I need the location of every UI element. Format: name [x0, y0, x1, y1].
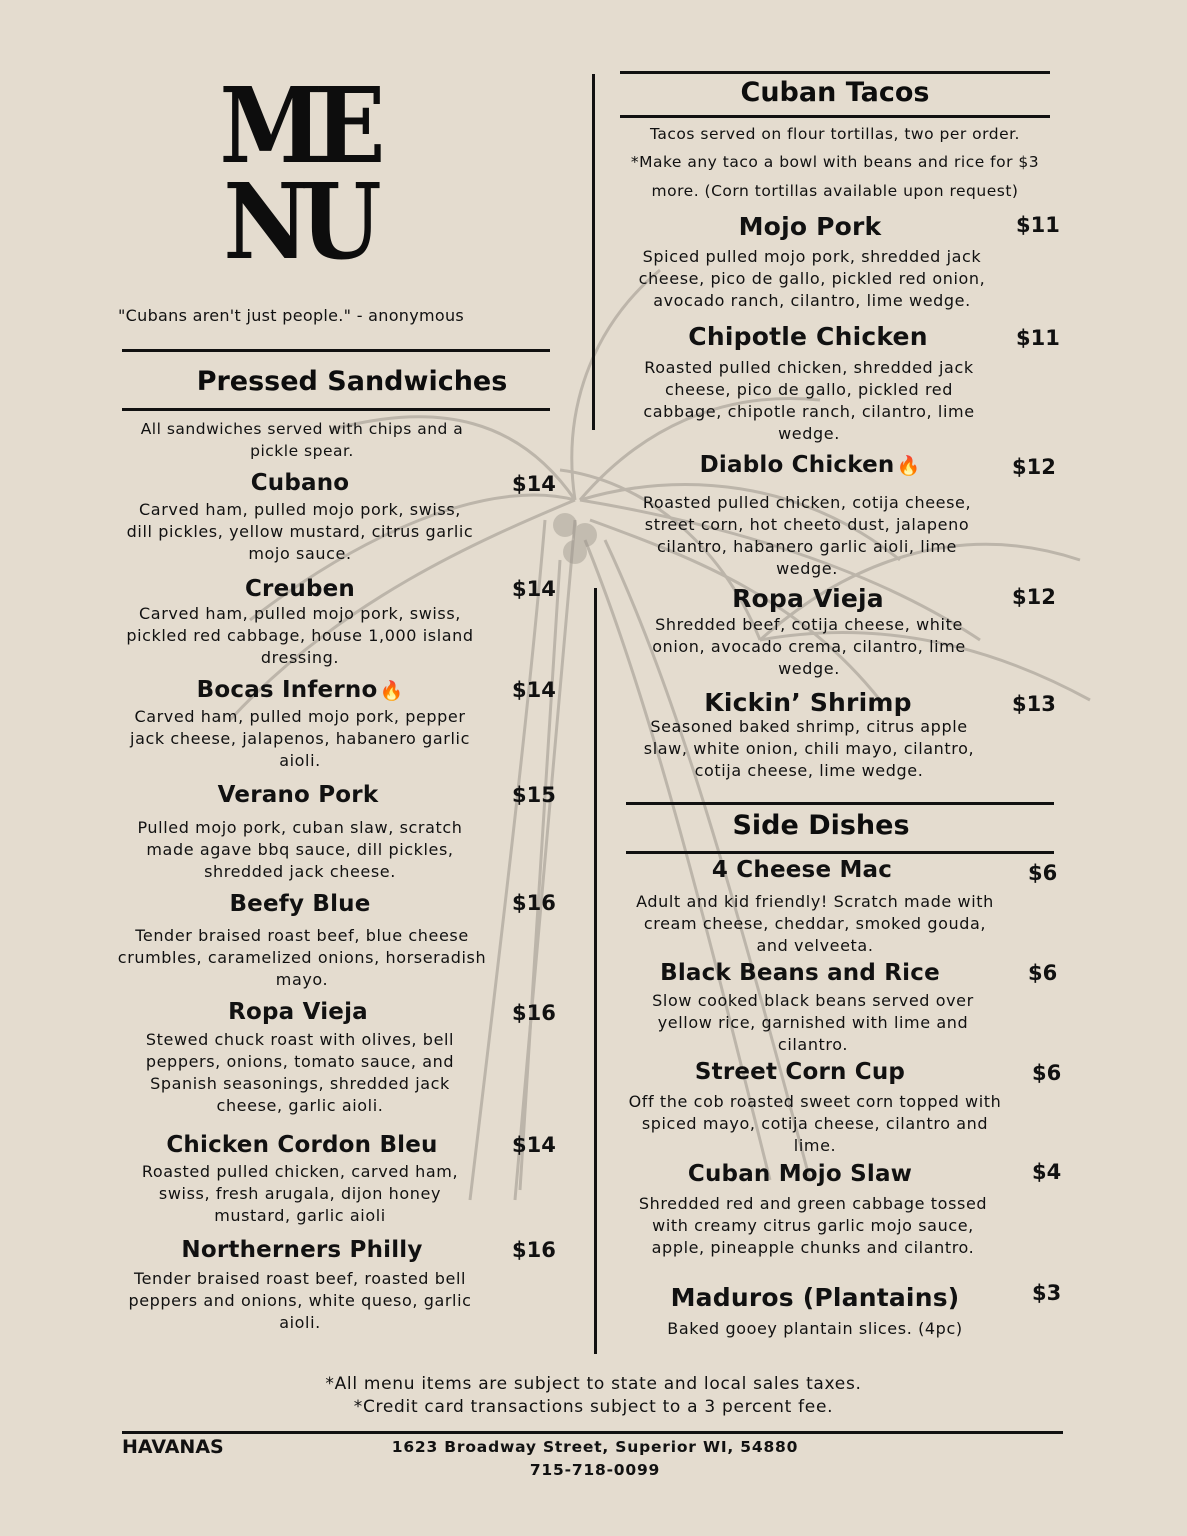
menu-item-price: $13	[1012, 692, 1056, 716]
menu-item-description: Roasted pulled chicken, shredded jack cheese, pico de gallo, pickled red cabbage, chipotle ranch, cilantro, lime wedge.	[643, 358, 975, 443]
column-divider-bottom	[594, 588, 597, 1354]
menu-item-description: Tender braised roast beef, blue cheese crumbles, caramelized onions, horseradish mayo.	[117, 926, 487, 989]
menu-item-description: Carved ham, pulled mojo pork, pepper jack cheese, jalapenos, habanero garlic aioli.	[130, 707, 470, 770]
menu-item-name: Street Corn Cup	[694, 1059, 906, 1085]
menu-item-price: $14	[512, 1133, 556, 1157]
menu-item-description: Spiced pulled mojo pork, shredded jack cheese, pico de gallo, pickled red onion, avocado ranch, cilantro, lime wedge.	[638, 247, 986, 310]
section-title-sandwiches: Pressed Sandwiches	[196, 366, 508, 397]
menu-item-price: $6	[1028, 961, 1058, 985]
menu-item-name: Ropa Vieja	[228, 999, 368, 1025]
menu-item-name: Cubano	[250, 470, 350, 496]
menu-item-description: Baked gooey plantain slices. (4pc)	[667, 1319, 963, 1338]
divider	[626, 802, 1054, 805]
fire-icon: 🔥	[379, 680, 404, 702]
menu-item-name: Chipotle Chicken	[688, 322, 928, 351]
menu-item-name: Ropa Vieja	[732, 584, 884, 613]
menu-item-description: Carved ham, pulled mojo pork, swiss, dill pickles, yellow mustard, citrus garlic mojo sauce.	[126, 500, 474, 563]
menu-item-description: Roasted pulled chicken, cotija cheese, street corn, hot cheeto dust, jalapeno cilantro, habanero garlic aioli, lime wedge.	[642, 493, 972, 578]
menu-item-name: Mojo Pork	[738, 212, 882, 241]
menu-item-name: Black Beans and Rice	[660, 960, 940, 986]
menu-item-name: Verano Pork	[217, 782, 379, 808]
menu-item-description: Stewed chuck roast with olives, bell peppers, onions, tomato sauce, and Spanish seasonings, shredded jack cheese, garlic aioli.	[145, 1030, 455, 1115]
divider	[620, 71, 1050, 74]
column-divider-top	[592, 74, 595, 430]
tacos-note-line-2: *Make any taco a bowl with beans and rice for $3	[630, 153, 1040, 171]
menu-item-price: $14	[512, 472, 556, 496]
menu-item-name: Northerners Philly	[181, 1237, 423, 1263]
divider	[122, 408, 550, 411]
menu-item-price: $12	[1012, 455, 1056, 479]
section-title-sides: Side Dishes	[732, 810, 910, 841]
menu-item-name: 4 Cheese Mac	[711, 857, 893, 883]
menu-item-name	[650, 452, 970, 478]
fire-icon: 🔥	[896, 455, 921, 477]
footer-divider	[122, 1431, 1063, 1434]
menu-item-price: $6	[1028, 861, 1058, 885]
menu-item-price: $11	[1016, 213, 1060, 237]
menu-item-name: Creuben	[244, 576, 356, 602]
menu-item-description: Adult and kid friendly! Scratch made with cream cheese, cheddar, smoked gouda, and velveeta.	[636, 892, 994, 955]
menu-item-price: $3	[1032, 1281, 1062, 1305]
sandwiches-note: All sandwiches served with chips and a pickle spear.	[140, 420, 464, 460]
menu-item-price: $14	[512, 678, 556, 702]
menu-item-description: Shredded beef, cotija cheese, white onion, avocado crema, cilantro, lime wedge.	[652, 615, 966, 678]
menu-item-price: $11	[1016, 326, 1060, 350]
tacos-note-line-1: Tacos served on flour tortillas, two per order.	[649, 125, 1020, 143]
menu-item-price: $16	[512, 1001, 556, 1025]
section-title-tacos: Cuban Tacos	[740, 77, 930, 108]
menu-item-price: $15	[512, 783, 556, 807]
menu-item-price: $6	[1032, 1061, 1062, 1085]
menu-item-description: Tender braised roast beef, roasted bell peppers and onions, white queso, garlic aioli.	[128, 1269, 472, 1332]
tacos-note-line-3: more. (Corn tortillas available upon request)	[651, 182, 1019, 200]
menu-item-name: Maduros (Plantains)	[670, 1283, 960, 1312]
menu-item-name: Cuban Mojo Slaw	[687, 1161, 913, 1187]
menu-item-price: $12	[1012, 585, 1056, 609]
menu-item-description: Slow cooked black beans served over yellow rice, garnished with lime and cilantro.	[652, 991, 974, 1054]
card-fee-note: *Credit card transactions subject to a 3 percent fee.	[353, 1397, 834, 1417]
brand-name: HAVANAS	[122, 1436, 224, 1458]
menu-item-price: $16	[512, 891, 556, 915]
menu-item-description: Pulled mojo pork, cuban slaw, scratch made agave bbq sauce, dill pickles, shredded jack cheese.	[137, 818, 463, 881]
menu-item-label: Diablo Chicken	[699, 452, 895, 478]
menu-item-name	[150, 677, 450, 703]
phone-number: 715-718-0099	[529, 1461, 661, 1479]
divider	[122, 349, 550, 352]
address: 1623 Broadway Street, Superior WI, 54880	[391, 1438, 799, 1456]
divider	[626, 851, 1054, 854]
menu-item-name: Chicken Cordon Bleu	[166, 1132, 438, 1158]
menu-item-description: Carved ham, pulled mojo pork, swiss, pickled red cabbage, house 1,000 island dressing.	[126, 604, 474, 667]
quote: "Cubans aren't just people." - anonymous	[118, 306, 465, 325]
menu-item-description: Shredded red and green cabbage tossed with creamy citrus garlic mojo sauce, apple, pineapple chunks and cilantro.	[638, 1194, 988, 1257]
menu-item-price: $4	[1032, 1160, 1062, 1184]
menu-item-name: Beefy Blue	[229, 891, 371, 917]
menu-title-line-1: ME	[219, 64, 377, 187]
menu-item-price: $14	[512, 577, 556, 601]
divider	[620, 115, 1050, 118]
menu-item-description: Roasted pulled chicken, carved ham, swiss, fresh arugala, dijon honey mustard, garlic aioli	[141, 1162, 459, 1225]
menu-item-name: Kickin’ Shrimp	[704, 688, 912, 717]
tax-note: *All menu items are subject to state and local sales taxes.	[325, 1374, 862, 1394]
menu-item-price: $16	[512, 1238, 556, 1262]
menu-title-line-2: NU	[223, 160, 373, 283]
menu-item-label: Bocas Inferno	[196, 677, 378, 703]
menu-item-description: Off the cob roasted sweet corn topped with spiced mayo, cotija cheese, cilantro and lime.	[628, 1092, 1002, 1155]
menu-item-description: Seasoned baked shrimp, citrus apple slaw, white onion, chili mayo, cilantro, cotija cheese, lime wedge.	[643, 717, 975, 780]
